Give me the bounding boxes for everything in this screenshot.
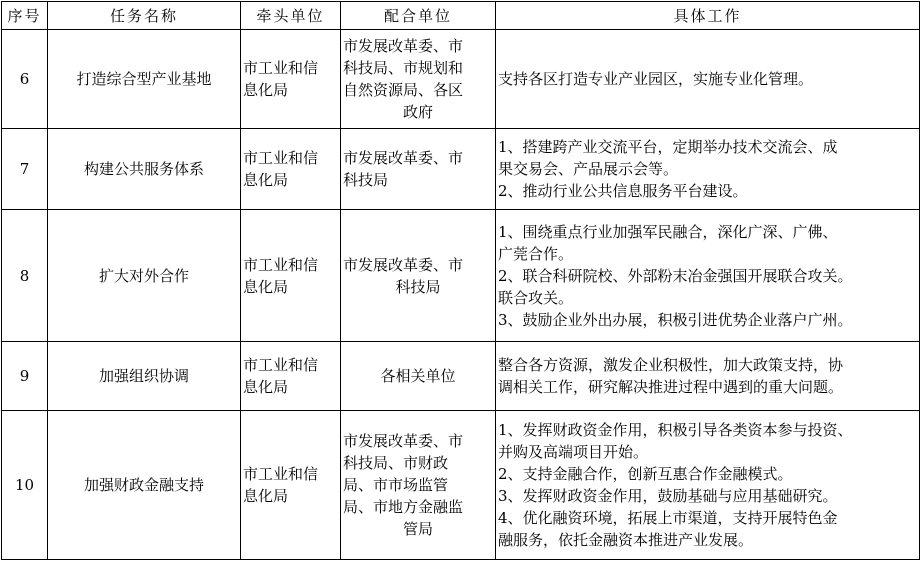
partner-line: 市发展改革委、市 [343, 149, 464, 167]
partner-line: 市发展改革委、市 [343, 432, 464, 450]
partner-line: 各相关单位 [380, 367, 456, 385]
partner-line: 科技局、市财政 [343, 454, 449, 472]
row-lead [241, 342, 341, 411]
partner-line: 市发展改革委、市 [343, 255, 464, 274]
row-seq: 6 [2, 30, 48, 129]
table-row [2, 129, 920, 210]
lead-line: 息化局 [243, 487, 289, 505]
row-partner [341, 30, 496, 129]
row-task: 构建公共服务体系 [48, 129, 241, 210]
row-work [496, 342, 920, 411]
lead-line: 市工业和信 [243, 255, 319, 274]
table-row [2, 411, 920, 560]
work-line: 并购及高端项目开始。 [498, 443, 649, 461]
partner-line: 科技局 [343, 171, 389, 189]
work-line: 1、发挥财政资金作用，积极引导各类资本参与投资、 [498, 421, 853, 439]
task-table [1, 1, 920, 560]
work-line: 3、鼓励企业外出办展，积极引进优势企业落户广州。 [498, 310, 853, 329]
lead-line: 息化局 [243, 378, 289, 396]
row-seq: 9 [2, 342, 48, 411]
work-line: 3、发挥财政资金作用，鼓励基础与应用基础研究。 [498, 487, 838, 505]
work-line: 1、搭建跨产业交流平台，定期举办技术交流会、成 [498, 138, 838, 156]
row-task: 加强财政金融支持 [48, 411, 241, 560]
row-seq: 7 [2, 129, 48, 210]
work-line: 融服务，依托金融资本推进产业发展。 [498, 531, 754, 549]
lead-line: 息化局 [243, 81, 289, 99]
lead-line: 市工业和信 [243, 149, 319, 167]
header-partner: 配合单位 [341, 2, 496, 30]
row-partner [341, 411, 496, 560]
work-line: 2、支持金融合作，创新互惠合作金融模式。 [498, 465, 793, 483]
work-line: 4、优化融资环境，拓展上市渠道，支持开展特色金 [498, 509, 838, 527]
row-work [496, 210, 920, 342]
partner-line: 科技局、市规划和 [343, 59, 464, 77]
work-line: 广莞合作。 [498, 244, 574, 263]
table-row [2, 30, 920, 129]
partner-line: 局、市市场监管 [343, 476, 449, 494]
lead-line: 市工业和信 [243, 59, 319, 77]
work-line: 2、联合科研院校、外部粉末冶金强国开展联合攻关。 [498, 266, 853, 285]
row-lead [241, 129, 341, 210]
row-task: 加强组织协调 [48, 342, 241, 411]
row-partner [341, 210, 496, 342]
row-task: 扩大对外合作 [48, 210, 241, 342]
row-partner [341, 129, 496, 210]
partner-line: 政府 [402, 103, 433, 121]
row-work [496, 129, 920, 210]
row-lead [241, 210, 341, 342]
table-row [2, 210, 920, 342]
row-task: 打造综合型产业基地 [48, 30, 241, 129]
header-row [2, 2, 920, 30]
row-seq: 10 [2, 411, 48, 560]
work-line: 果交易会、产品展示会等。 [498, 160, 679, 178]
partner-line: 市发展改革委、市 [343, 37, 464, 55]
table-row [2, 342, 920, 411]
partner-line: 局、市地方金融监 [343, 498, 464, 516]
lead-line: 市工业和信 [243, 356, 319, 374]
lead-line: 息化局 [243, 277, 289, 296]
work-line: 支持各区打造专业产业园区，实施专业化管理。 [498, 70, 814, 88]
row-work [496, 30, 920, 129]
row-lead [241, 30, 341, 129]
row-partner [341, 342, 496, 411]
header-task: 任务名称 [48, 2, 241, 30]
partner-line: 自然资源局、各区 [343, 81, 464, 99]
work-line: 2、推动行业公共信息服务平台建设。 [498, 182, 748, 200]
work-line: 调相关工作，研究解决推进过程中遇到的重大问题。 [498, 378, 844, 396]
work-line: 1、围绕重点行业加强军民融合，深化广深、广佛、 [498, 222, 838, 241]
lead-line: 息化局 [243, 171, 289, 189]
row-seq: 8 [2, 210, 48, 342]
lead-line: 市工业和信 [243, 465, 319, 483]
work-line: 整合各方资源，激发企业积极性，加大政策支持，协 [498, 356, 844, 374]
partner-line: 科技局 [395, 277, 441, 296]
header-work: 具体工作 [496, 2, 920, 30]
header-lead: 牵头单位 [241, 2, 341, 30]
header-seq: 序号 [2, 2, 48, 30]
row-work [496, 411, 920, 560]
row-lead [241, 411, 341, 560]
work-line: 联合攻关。 [498, 288, 574, 307]
partner-line: 管局 [402, 520, 433, 538]
